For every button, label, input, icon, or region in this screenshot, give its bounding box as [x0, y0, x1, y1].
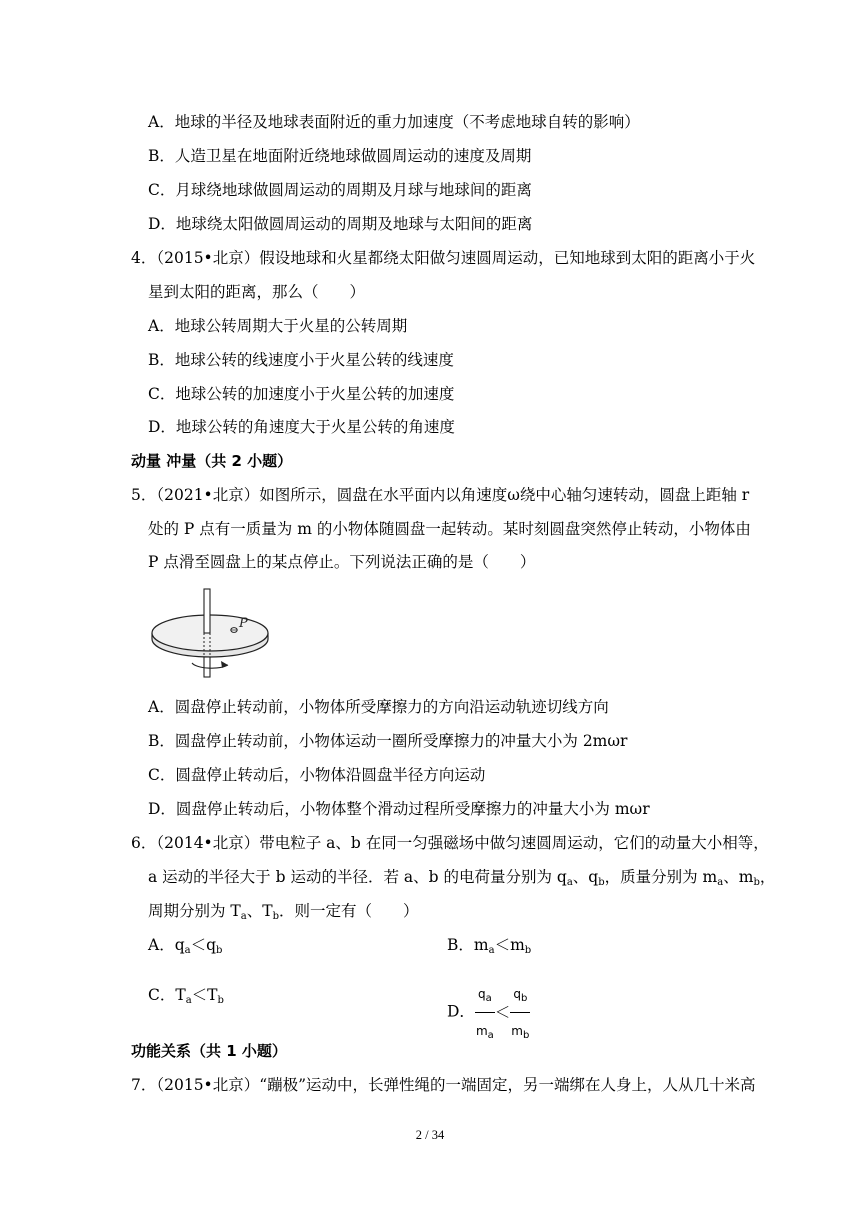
page-number: 2 / 34	[415, 1128, 445, 1142]
q6-option-d: D． $\frac{q_a}{m_a}$ ＜ $\frac{q_b}{m_b}$	[447, 976, 530, 1049]
q6-stem-line3-text: 周期分别为 T	[148, 902, 241, 920]
section-heading-energy: 功能关系（共 1 小题）	[131, 1042, 287, 1060]
q6-option-a-label: A．q	[148, 936, 185, 954]
q4-option-b: B．地球公转的线速度小于火星公转的线速度	[148, 351, 454, 369]
fraction-qa-ma: $\frac{q_a}{m_a}$	[475, 976, 495, 1049]
q6-stem-line2-text: a 运动的半径大于 b 运动的半径．若 a、b 的电荷量分别为 q	[148, 868, 567, 886]
q5-stem-line1: 5．（2021•北京）如图所示，圆盘在水平面内以角速度ω绕中心轴匀速转动，圆盘上距轴 r	[131, 486, 750, 504]
q5-stem-line3: P 点滑至圆盘上的某点停止。下列说法正确的是（ ）	[148, 553, 536, 571]
q3-option-c: C．月球绕地球做圆周运动的周期及月球与地球间的距离	[148, 181, 532, 199]
q7-stem-line1: 7．（2015•北京）“蹦极”运动中，长弹性绳的一端固定，另一端绑在人身上，人从几十米高	[131, 1076, 756, 1094]
q5-option-b: B．圆盘停止转动前，小物体运动一圈所受摩擦力的冲量大小为 2mωr	[148, 732, 628, 750]
q6-stem-line3: 周期分别为 $T_a$、$T_b$．则一定有（ ）	[148, 902, 419, 922]
section-heading-momentum: 动量 冲量（共 2 小题）	[131, 452, 293, 470]
q6-option-c-label: C．T	[148, 986, 186, 1004]
point-p-label: P	[239, 616, 248, 631]
axis-upper	[204, 589, 210, 633]
q3-option-a: A．地球的半径及地球表面附近的重力加速度（不考虑地球自转的影响）	[148, 113, 640, 131]
q4-option-c: C．地球公转的加速度小于火星公转的加速度	[148, 385, 455, 403]
q5-stem-line2: 处的 P 点有一质量为 m 的小物体随圆盘一起转动。某时刻圆盘突然停止转动，小物体由	[148, 520, 751, 538]
q6-stem-line2: a 运动的半径大于 b 运动的半径．若 a、b 的电荷量分别为 $q_a$、$q_b$，质量分别为 $m_a$、$m_b$，	[148, 868, 776, 888]
q4-stem-line2: 星到太阳的距离，那么（ ）	[148, 283, 366, 301]
q5-option-a: A．圆盘停止转动前，小物体所受摩擦力的方向沿运动轨迹切线方向	[148, 698, 609, 716]
disc-diagram	[148, 587, 272, 679]
rotating-disc-figure	[148, 587, 272, 679]
q6-option-a: A．$q_a<q_b$	[148, 936, 223, 956]
q3-option-d: D．地球绕太阳做圆周运动的周期及地球与太阳间的距离	[148, 215, 533, 233]
q5-option-d: D．圆盘停止转动后，小物体整个滑动过程所受摩擦力的冲量大小为 mωr	[148, 800, 650, 818]
axis-lower	[204, 657, 210, 677]
q4-option-d: D．地球公转的角速度大于火星公转的角速度	[148, 418, 455, 436]
q6-option-b: B．$m_a<m_b$	[447, 936, 532, 956]
q4-option-a: A．地球公转周期大于火星的公转周期	[148, 317, 408, 335]
q6-option-d-label: D．	[447, 1002, 475, 1021]
q6-option-b-label: B．m	[447, 936, 489, 954]
q3-option-b: B．人造卫星在地面附近绕地球做圆周运动的速度及周期	[148, 147, 532, 165]
q4-stem-line1: 4．（2015•北京）假设地球和火星都绕太阳做匀速圆周运动，已知地球到太阳的距离小于火	[131, 249, 756, 267]
q5-option-c: C．圆盘停止转动后，小物体沿圆盘半径方向运动	[148, 766, 486, 784]
q6-option-c: C．$T_a<T_b$	[148, 986, 224, 1006]
fraction-qb-mb: $\frac{q_b}{m_b}$	[510, 976, 530, 1049]
q6-stem-line1: 6．（2014•北京）带电粒子 a、b 在同一匀强磁场中做匀速圆周运动，它们的动量大小相等，	[131, 834, 769, 852]
